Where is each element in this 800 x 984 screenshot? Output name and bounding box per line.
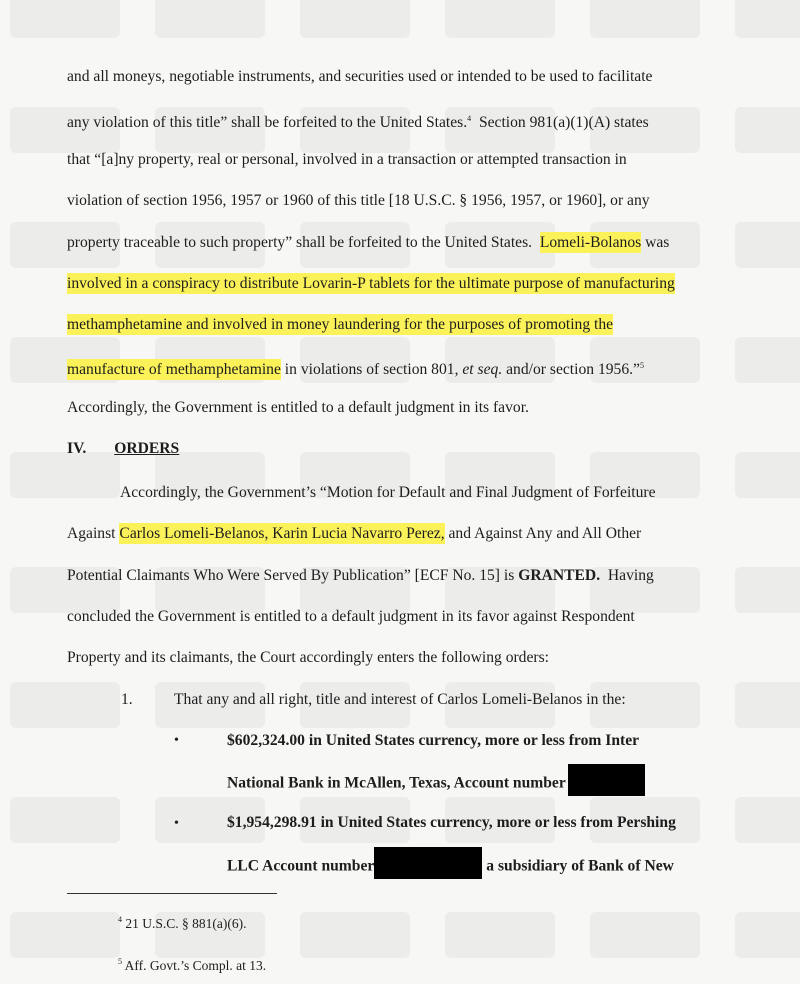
text-span: property traceable to such property” shall be forfeited to the United States. xyxy=(67,234,533,251)
text-span: and Against Any and All Other xyxy=(448,525,642,542)
paragraph-line xyxy=(67,356,644,380)
footnote-text: Aff. Govt.’s Compl. at 13. xyxy=(124,958,267,973)
watermark-logo xyxy=(300,0,410,38)
list-item-text: That any and all right, title and interest of Carlos Lomeli-Belanos in the: xyxy=(174,691,626,708)
highlighted-text: methamphetamine and involved in money laundering for the purposes of promoting the xyxy=(67,316,614,333)
text-span: Against xyxy=(67,525,116,542)
footnote xyxy=(118,957,266,974)
watermark-logo xyxy=(735,222,800,268)
text-span: and/or section 1956.” xyxy=(506,361,640,378)
watermark-logo xyxy=(10,0,120,38)
redaction-box xyxy=(374,847,482,879)
text-span: was xyxy=(645,234,670,251)
bullet-text xyxy=(227,855,674,879)
footnote xyxy=(118,915,247,932)
footnote-text: 21 U.S.C. § 881(a)(6). xyxy=(125,916,247,931)
bold-text: GRANTED. xyxy=(518,567,601,584)
redaction-box xyxy=(568,764,645,796)
paragraph-line: and all moneys, negotiable instruments, and securities used or intended to be used to facilitate xyxy=(67,68,653,85)
watermark-logo xyxy=(735,567,800,613)
highlighted-text: Lomeli-Bolanos xyxy=(539,234,642,251)
text-span: in violations of section 801, xyxy=(284,361,459,378)
text-span: Section 981(a)(1)(A) states xyxy=(478,114,649,131)
paragraph-line xyxy=(67,524,641,544)
watermark-logo xyxy=(445,912,555,958)
watermark-logo xyxy=(735,107,800,153)
section-heading xyxy=(67,439,179,459)
watermark-logo xyxy=(735,0,800,38)
watermark-logo xyxy=(735,452,800,498)
bullet-icon: • xyxy=(174,816,179,831)
text-span: LLC Account number xyxy=(227,857,375,875)
highlighted-text: Carlos Lomeli-Belanos, Karin Lucia Navarro Perez, xyxy=(119,525,445,542)
paragraph-line xyxy=(67,566,654,586)
bullet-icon: • xyxy=(174,733,179,748)
italic-text: et seq. xyxy=(462,361,503,378)
paragraph-line: violation of section 1956, 1957 or 1960 of this title [18 U.S.C. § 1956, 1957, or 1960], or any xyxy=(67,192,650,209)
watermark-logo xyxy=(10,797,120,843)
footnote-number: 4 xyxy=(118,915,122,924)
watermark-logo xyxy=(735,912,800,958)
paragraph-line: that “[a]ny property, real or personal, involved in a transaction or attempted transaction in xyxy=(67,151,627,168)
footnote-ref[interactable]: 4 xyxy=(467,114,472,123)
text-span: Having xyxy=(607,567,654,584)
bullet-text: $1,954,298.91 in United States currency, more or less from Pershing xyxy=(227,814,676,831)
paragraph-line xyxy=(67,233,669,253)
paragraph-line: Accordingly, the Government’s “Motion for Default and Final Judgment of Forfeiture xyxy=(120,484,656,501)
watermark-logo xyxy=(155,0,265,38)
paragraph-line: Property and its claimants, the Court accordingly enters the following orders: xyxy=(67,649,549,666)
watermark-logo xyxy=(735,682,800,728)
section-number: IV. xyxy=(67,440,87,457)
section-title: ORDERS xyxy=(114,440,180,457)
watermark-logo xyxy=(590,912,700,958)
footnote-divider xyxy=(67,893,277,894)
paragraph-line xyxy=(67,274,675,294)
watermark-logo xyxy=(735,337,800,383)
highlighted-text: manufacture of methamphetamine xyxy=(67,361,281,378)
watermark-logo xyxy=(590,0,700,38)
bullet-text xyxy=(227,772,645,796)
watermark-logo xyxy=(10,912,120,958)
footnote-ref[interactable]: 5 xyxy=(639,361,644,370)
paragraph-line: concluded the Government is entitled to a default judgment in its favor against Respondent xyxy=(67,608,635,625)
text-span: National Bank in McAllen, Texas, Account number xyxy=(227,774,566,792)
list-item-number: 1. xyxy=(121,691,133,708)
paragraph-line: Accordingly, the Government is entitled to a default judgment in its favor. xyxy=(67,399,529,416)
paragraph-line xyxy=(67,109,649,133)
text-span: any violation of this title” shall be forfeited to the United States. xyxy=(67,114,468,131)
bullet-text: $602,324.00 in United States currency, more or less from Inter xyxy=(227,732,640,749)
watermark-logo xyxy=(735,797,800,843)
highlighted-text: involved in a conspiracy to distribute Lovarin-P tablets for the ultimate purpose of manufacturing xyxy=(67,275,675,292)
text-span: a subsidiary of Bank of New xyxy=(486,857,674,875)
footnote-number: 5 xyxy=(118,957,122,966)
watermark-logo xyxy=(300,912,410,958)
watermark-logo xyxy=(10,682,120,728)
text-span: Potential Claimants Who Were Served By Publication” [ECF No. 15] is xyxy=(67,567,515,584)
paragraph-line xyxy=(67,315,613,335)
watermark-logo xyxy=(445,0,555,38)
